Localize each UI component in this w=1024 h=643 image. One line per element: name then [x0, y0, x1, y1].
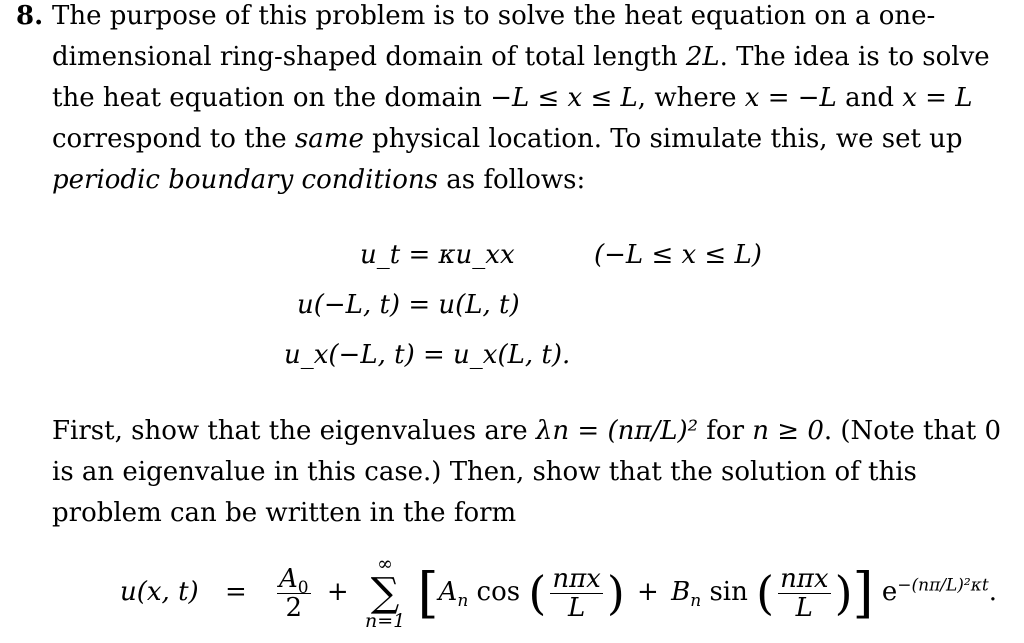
eigenvalues: λn = (nπ/L)² — [535, 416, 699, 446]
cos-arg-denominator: L — [567, 592, 586, 623]
a0-subscript: 0 — [297, 577, 309, 598]
plus-sign: + — [326, 577, 349, 607]
formula-end: . — [988, 577, 997, 607]
task-text-1: First, show that the eigenvalues are — [52, 416, 536, 446]
heat-equation-domain: (−L ≤ x ≤ L) — [594, 240, 762, 270]
boundary-condition-2: u_x(−L, t) = u_x(L, t). — [284, 340, 571, 370]
domain-range: −L ≤ x ≤ L — [490, 83, 638, 113]
sin-open-paren: ( — [756, 566, 775, 620]
an-coef: A — [438, 577, 458, 607]
index-condition: n ≥ 0 — [752, 416, 824, 446]
intro-text-2: . The idea is to solve the heat equation on the domain — [52, 42, 990, 113]
problem-number: 8. — [16, 1, 44, 31]
solution-lhs: u(x, t) — [120, 577, 199, 607]
left-bracket: [ — [417, 561, 439, 625]
summation — [365, 555, 405, 631]
an-subscript: n — [457, 591, 469, 612]
intro-text-6: physical location. To simulate this, we set up — [363, 124, 963, 154]
plus-sign-2: + — [637, 577, 659, 607]
emphasis-same: same — [294, 124, 364, 154]
cos-arg-numerator: nπx — [552, 563, 601, 594]
a0-coef: A — [279, 563, 298, 594]
sin-arg-denominator: L — [795, 592, 813, 623]
cos-close-paren: ) — [606, 566, 625, 620]
heat-equation: u_t = κu_xx — [360, 240, 515, 270]
right-endpoint: x = L — [902, 83, 973, 113]
exponential-power: −(nπ/L)²κt — [897, 575, 989, 596]
intro-text-4: and — [836, 83, 903, 113]
task-text-3: . (Note that 0 is an eigenvalue in this case.) Then, show that the solution of this problem can be written in the form — [52, 416, 1001, 528]
cos-open-paren: ( — [528, 566, 547, 620]
sin-arg-numerator: nπx — [780, 563, 829, 594]
sin-function: sin — [709, 577, 748, 607]
sum-upper-limit: ∞ — [377, 553, 393, 575]
task-text-2: for — [698, 416, 753, 446]
intro-text-1: The purpose of this problem is to solve the heat equation on a one-dimensional ring-shaped domain of total length — [52, 1, 936, 72]
problem-task — [52, 411, 1002, 534]
problem-intro — [52, 0, 1002, 201]
solution-formula — [120, 555, 997, 631]
domain-length: 2L — [685, 42, 720, 72]
constant-denominator: 2 — [285, 592, 303, 623]
intro-text-3: , where — [637, 83, 745, 113]
sum-symbol: ∑ — [370, 570, 400, 616]
emphasis-periodic: periodic boundary conditions — [52, 165, 438, 195]
exponential-base: e — [881, 577, 898, 607]
intro-text-5: correspond to the — [52, 124, 295, 154]
right-bracket: ] — [852, 561, 874, 625]
left-endpoint: x = −L — [744, 83, 837, 113]
cos-function: cos — [476, 577, 521, 607]
bn-subscript: n — [690, 591, 702, 612]
sin-close-paren: ) — [834, 566, 853, 620]
intro-text-7: as follows: — [437, 165, 586, 195]
equals-sign: = — [224, 577, 247, 607]
sum-lower-limit: n=1 — [364, 610, 406, 632]
cos-argument — [550, 565, 603, 622]
boundary-condition-1: u(−L, t) = u(L, t) — [297, 290, 520, 320]
constant-term — [277, 565, 311, 622]
sin-argument — [778, 565, 831, 622]
bn-coef: B — [671, 577, 691, 607]
